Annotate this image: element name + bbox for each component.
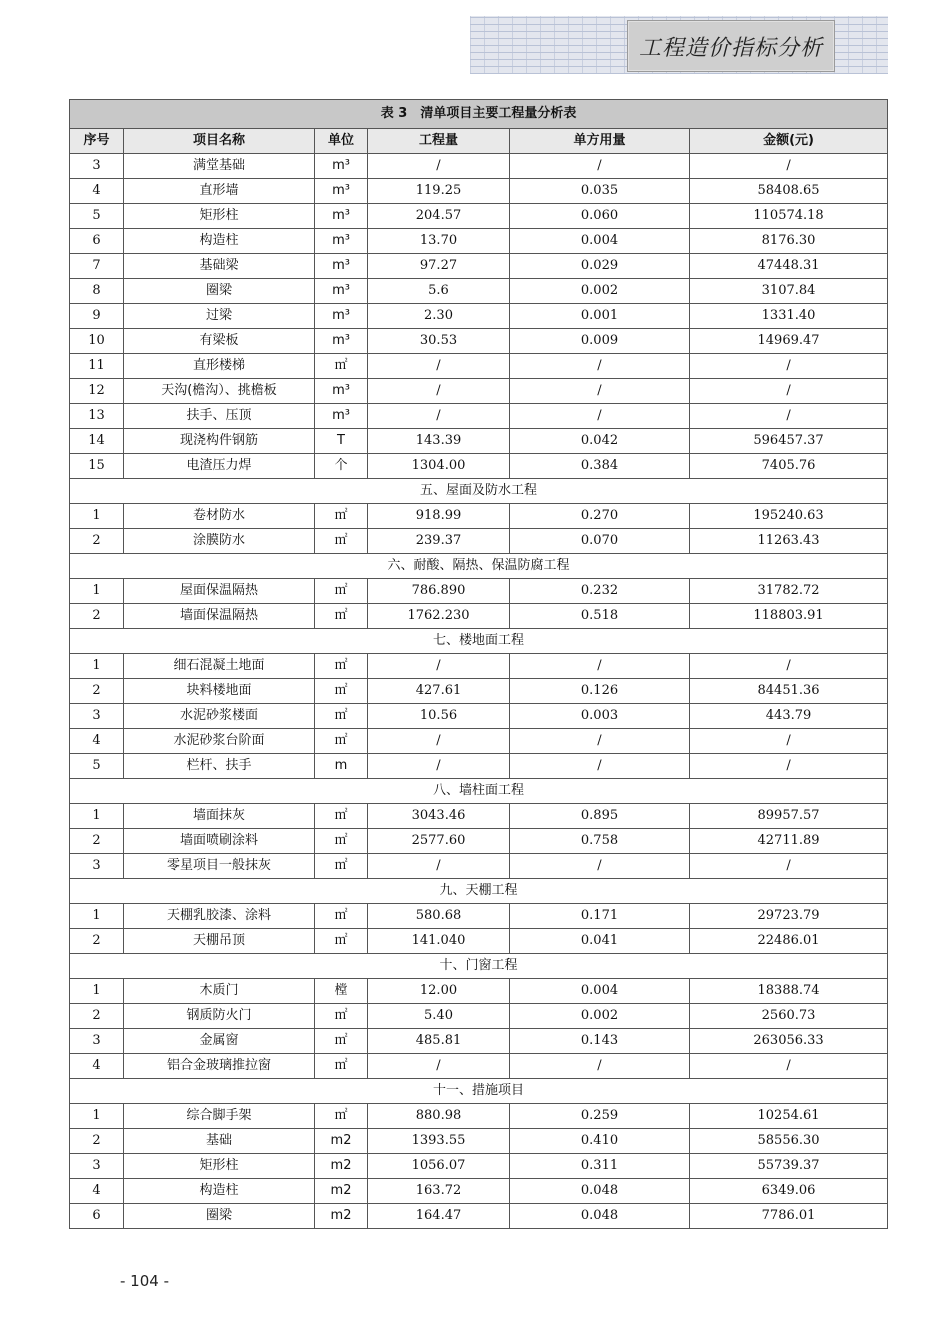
cell-name: 构造柱 — [124, 229, 315, 254]
cell-amount: / — [690, 754, 888, 779]
cell-no: 11 — [70, 354, 124, 379]
cell-amount: 6349.06 — [690, 1179, 888, 1204]
cell-amount: 110574.18 — [690, 204, 888, 229]
cell-unit-usage: / — [510, 404, 690, 429]
table-row — [70, 679, 888, 704]
table-row — [70, 929, 888, 954]
section-header-row — [70, 1079, 888, 1104]
cell-unit-usage: 0.048 — [510, 1179, 690, 1204]
table-row — [70, 654, 888, 679]
section-header-row — [70, 479, 888, 504]
cell-unit: m³ — [315, 204, 368, 229]
cell-unit-usage: / — [510, 154, 690, 179]
table-row — [70, 454, 888, 479]
cell-unit: ㎡ — [315, 679, 368, 704]
cell-quantity: / — [368, 1054, 510, 1079]
cell-no: 2 — [70, 929, 124, 954]
cell-unit: m³ — [315, 304, 368, 329]
cell-unit-usage: / — [510, 354, 690, 379]
cell-quantity: / — [368, 729, 510, 754]
cell-no: 3 — [70, 704, 124, 729]
table-row — [70, 1029, 888, 1054]
cell-unit: ㎡ — [315, 1104, 368, 1129]
cell-name: 过梁 — [124, 304, 315, 329]
cell-name: 圈梁 — [124, 279, 315, 304]
cell-unit: m³ — [315, 229, 368, 254]
cell-no: 12 — [70, 379, 124, 404]
cell-unit: ㎡ — [315, 1004, 368, 1029]
cell-no: 1 — [70, 904, 124, 929]
cell-quantity: 2.30 — [368, 304, 510, 329]
cell-amount: 18388.74 — [690, 979, 888, 1004]
cell-amount: / — [690, 654, 888, 679]
cell-unit-usage: 0.041 — [510, 929, 690, 954]
cell-unit: ㎡ — [315, 1054, 368, 1079]
cell-amount: 42711.89 — [690, 829, 888, 854]
cell-quantity: / — [368, 154, 510, 179]
cell-amount: / — [690, 379, 888, 404]
cell-unit-usage: 0.003 — [510, 704, 690, 729]
cell-unit-usage: / — [510, 379, 690, 404]
cell-name: 水泥砂浆台阶面 — [124, 729, 315, 754]
table-row — [70, 804, 888, 829]
table-row — [70, 429, 888, 454]
cell-unit-usage: 0.002 — [510, 279, 690, 304]
cell-quantity: 880.98 — [368, 1104, 510, 1129]
cell-amount: 7786.01 — [690, 1204, 888, 1229]
cell-amount: 22486.01 — [690, 929, 888, 954]
section-title: 八、墙柱面工程 — [70, 779, 888, 804]
cell-name: 钢质防火门 — [124, 1004, 315, 1029]
table-row — [70, 354, 888, 379]
table-row — [70, 404, 888, 429]
section-header-row — [70, 554, 888, 579]
cell-amount: 118803.91 — [690, 604, 888, 629]
cell-name: 涂膜防水 — [124, 529, 315, 554]
cell-quantity: 13.70 — [368, 229, 510, 254]
cell-quantity: / — [368, 379, 510, 404]
cell-amount: 596457.37 — [690, 429, 888, 454]
cell-no: 6 — [70, 1204, 124, 1229]
cell-no: 1 — [70, 654, 124, 679]
column-header-name: 项目名称 — [124, 129, 315, 154]
column-header-amount: 金额(元) — [690, 129, 888, 154]
cell-unit-usage: 0.758 — [510, 829, 690, 854]
cell-unit-usage: / — [510, 754, 690, 779]
cell-name: 构造柱 — [124, 1179, 315, 1204]
cell-amount: 29723.79 — [690, 904, 888, 929]
column-header-unit: 单位 — [315, 129, 368, 154]
cell-no: 5 — [70, 754, 124, 779]
cell-no: 4 — [70, 1179, 124, 1204]
table-row — [70, 379, 888, 404]
cell-unit-usage: 0.042 — [510, 429, 690, 454]
cell-unit: ㎡ — [315, 804, 368, 829]
cell-name: 基础梁 — [124, 254, 315, 279]
cell-name: 基础 — [124, 1129, 315, 1154]
cell-name: 栏杆、扶手 — [124, 754, 315, 779]
cell-no: 3 — [70, 854, 124, 879]
page-number: - 104 - — [120, 1272, 169, 1290]
cell-unit-usage: 0.410 — [510, 1129, 690, 1154]
cell-quantity: / — [368, 854, 510, 879]
section-header-row — [70, 629, 888, 654]
table-row — [70, 229, 888, 254]
cell-amount: 443.79 — [690, 704, 888, 729]
cell-quantity: 10.56 — [368, 704, 510, 729]
cell-name: 矩形柱 — [124, 1154, 315, 1179]
cell-unit-usage: 0.143 — [510, 1029, 690, 1054]
cell-unit-usage: 0.259 — [510, 1104, 690, 1129]
section-header-row — [70, 779, 888, 804]
section-title: 十、门窗工程 — [70, 954, 888, 979]
cell-unit-usage: 0.384 — [510, 454, 690, 479]
cell-name: 天棚乳胶漆、涂料 — [124, 904, 315, 929]
quantity-analysis-table — [69, 99, 888, 1229]
cell-no: 4 — [70, 729, 124, 754]
cell-quantity: / — [368, 404, 510, 429]
cell-unit-usage: 0.311 — [510, 1154, 690, 1179]
table-row — [70, 529, 888, 554]
cell-name: 屋面保温隔热 — [124, 579, 315, 604]
cell-unit: m³ — [315, 254, 368, 279]
table-row — [70, 1204, 888, 1229]
cell-name: 水泥砂浆楼面 — [124, 704, 315, 729]
cell-unit-usage: 0.001 — [510, 304, 690, 329]
cell-unit: m2 — [315, 1154, 368, 1179]
table-row — [70, 829, 888, 854]
table-row — [70, 154, 888, 179]
cell-unit: m³ — [315, 154, 368, 179]
cell-unit: m2 — [315, 1204, 368, 1229]
cell-unit-usage: 0.009 — [510, 329, 690, 354]
cell-amount: 89957.57 — [690, 804, 888, 829]
cell-no: 1 — [70, 504, 124, 529]
cell-unit: ㎡ — [315, 579, 368, 604]
cell-quantity: 580.68 — [368, 904, 510, 929]
cell-no: 5 — [70, 204, 124, 229]
cell-amount: / — [690, 729, 888, 754]
cell-no: 13 — [70, 404, 124, 429]
cell-unit-usage: / — [510, 854, 690, 879]
cell-unit-usage: / — [510, 1054, 690, 1079]
cell-amount: 58408.65 — [690, 179, 888, 204]
cell-quantity: 239.37 — [368, 529, 510, 554]
cell-quantity: 786.890 — [368, 579, 510, 604]
table-row — [70, 1054, 888, 1079]
cell-amount: 195240.63 — [690, 504, 888, 529]
cell-no: 4 — [70, 1054, 124, 1079]
cell-no: 2 — [70, 829, 124, 854]
cell-amount: / — [690, 854, 888, 879]
cell-unit: ㎡ — [315, 529, 368, 554]
cell-name: 圈梁 — [124, 1204, 315, 1229]
cell-unit-usage: 0.060 — [510, 204, 690, 229]
table-row — [70, 854, 888, 879]
cell-name: 扶手、压顶 — [124, 404, 315, 429]
cell-unit-usage: 0.895 — [510, 804, 690, 829]
cell-unit-usage: / — [510, 729, 690, 754]
cell-no: 4 — [70, 179, 124, 204]
cell-quantity: 427.61 — [368, 679, 510, 704]
cell-unit-usage: 0.126 — [510, 679, 690, 704]
cell-unit: m — [315, 754, 368, 779]
table-row — [70, 904, 888, 929]
section-title: 九、天棚工程 — [70, 879, 888, 904]
cell-quantity: 1056.07 — [368, 1154, 510, 1179]
cell-unit: m2 — [315, 1129, 368, 1154]
cell-no: 10 — [70, 329, 124, 354]
cell-quantity: 119.25 — [368, 179, 510, 204]
cell-no: 7 — [70, 254, 124, 279]
cell-quantity: / — [368, 754, 510, 779]
cell-unit: m³ — [315, 404, 368, 429]
cell-name: 现浇构件钢筋 — [124, 429, 315, 454]
table-row — [70, 754, 888, 779]
cell-name: 有梁板 — [124, 329, 315, 354]
cell-name: 块料楼地面 — [124, 679, 315, 704]
cell-no: 2 — [70, 679, 124, 704]
table-row — [70, 279, 888, 304]
cell-no: 1 — [70, 579, 124, 604]
column-header-unit-usage: 单方用量 — [510, 129, 690, 154]
cell-name: 天棚吊顶 — [124, 929, 315, 954]
cell-quantity: 5.40 — [368, 1004, 510, 1029]
cell-quantity: 5.6 — [368, 279, 510, 304]
cell-quantity: 204.57 — [368, 204, 510, 229]
table-title: 表 3 清单项目主要工程量分析表 — [70, 100, 888, 129]
table-title-row — [70, 100, 888, 129]
cell-unit: ㎡ — [315, 1029, 368, 1054]
table-row — [70, 504, 888, 529]
cell-amount: / — [690, 354, 888, 379]
cell-name: 细石混凝土地面 — [124, 654, 315, 679]
table-header-row — [70, 129, 888, 154]
cell-no: 3 — [70, 154, 124, 179]
cell-name: 木质门 — [124, 979, 315, 1004]
column-header-quantity: 工程量 — [368, 129, 510, 154]
cell-quantity: 30.53 — [368, 329, 510, 354]
cell-unit: ㎡ — [315, 604, 368, 629]
cell-name: 墙面抹灰 — [124, 804, 315, 829]
cell-no: 1 — [70, 804, 124, 829]
cell-name: 天沟(檐沟）、挑檐板 — [124, 379, 315, 404]
cell-unit: m³ — [315, 329, 368, 354]
cell-no: 9 — [70, 304, 124, 329]
cell-unit-usage: 0.004 — [510, 229, 690, 254]
cell-unit: ㎡ — [315, 904, 368, 929]
cell-unit-usage: 0.232 — [510, 579, 690, 604]
cell-name: 满堂基础 — [124, 154, 315, 179]
cell-unit: ㎡ — [315, 829, 368, 854]
cell-name: 零星项目一般抹灰 — [124, 854, 315, 879]
cell-quantity: 918.99 — [368, 504, 510, 529]
table-row — [70, 1179, 888, 1204]
cell-amount: 7405.76 — [690, 454, 888, 479]
cell-amount: 84451.36 — [690, 679, 888, 704]
cell-unit: ㎡ — [315, 504, 368, 529]
cell-unit: ㎡ — [315, 354, 368, 379]
cell-name: 直形楼梯 — [124, 354, 315, 379]
cell-amount: 31782.72 — [690, 579, 888, 604]
cell-quantity: 12.00 — [368, 979, 510, 1004]
cell-unit-usage: 0.029 — [510, 254, 690, 279]
cell-amount: 8176.30 — [690, 229, 888, 254]
cell-name: 铝合金玻璃推拉窗 — [124, 1054, 315, 1079]
cell-unit-usage: 0.518 — [510, 604, 690, 629]
cell-unit-usage: 0.004 — [510, 979, 690, 1004]
table-row — [70, 704, 888, 729]
cell-amount: 47448.31 — [690, 254, 888, 279]
cell-name: 墙面保温隔热 — [124, 604, 315, 629]
cell-amount: / — [690, 404, 888, 429]
header-title: 工程造价指标分析 — [627, 20, 835, 72]
table-row — [70, 729, 888, 754]
section-header-row — [70, 879, 888, 904]
cell-amount: 1331.40 — [690, 304, 888, 329]
cell-unit: m2 — [315, 1179, 368, 1204]
cell-name: 金属窗 — [124, 1029, 315, 1054]
cell-amount: / — [690, 154, 888, 179]
cell-no: 2 — [70, 1004, 124, 1029]
cell-unit: ㎡ — [315, 654, 368, 679]
table-row — [70, 579, 888, 604]
table-row — [70, 604, 888, 629]
cell-unit-usage: 0.070 — [510, 529, 690, 554]
table-row — [70, 304, 888, 329]
cell-no: 6 — [70, 229, 124, 254]
cell-quantity: 1304.00 — [368, 454, 510, 479]
cell-unit-usage: 0.002 — [510, 1004, 690, 1029]
table-row — [70, 979, 888, 1004]
cell-amount: 14969.47 — [690, 329, 888, 354]
cell-no: 2 — [70, 1129, 124, 1154]
section-title: 七、楼地面工程 — [70, 629, 888, 654]
section-title: 十一、措施项目 — [70, 1079, 888, 1104]
cell-unit: m³ — [315, 179, 368, 204]
cell-unit: ㎡ — [315, 704, 368, 729]
cell-no: 3 — [70, 1154, 124, 1179]
cell-no: 2 — [70, 529, 124, 554]
cell-unit: ㎡ — [315, 854, 368, 879]
cell-quantity: / — [368, 354, 510, 379]
cell-amount: 10254.61 — [690, 1104, 888, 1129]
table-row — [70, 179, 888, 204]
cell-name: 直形墙 — [124, 179, 315, 204]
cell-quantity: / — [368, 654, 510, 679]
cell-no: 3 — [70, 1029, 124, 1054]
cell-amount: 263056.33 — [690, 1029, 888, 1054]
section-title: 六、耐酸、隔热、保温防腐工程 — [70, 554, 888, 579]
cell-quantity: 1762.230 — [368, 604, 510, 629]
cell-quantity: 141.040 — [368, 929, 510, 954]
cell-name: 电渣压力焊 — [124, 454, 315, 479]
cell-unit-usage: 0.171 — [510, 904, 690, 929]
table-row — [70, 1104, 888, 1129]
section-header-row — [70, 954, 888, 979]
cell-quantity: 2577.60 — [368, 829, 510, 854]
cell-unit: ㎡ — [315, 729, 368, 754]
cell-no: 15 — [70, 454, 124, 479]
cell-amount: / — [690, 1054, 888, 1079]
cell-unit: m³ — [315, 279, 368, 304]
cell-unit-usage: 0.270 — [510, 504, 690, 529]
table-row — [70, 1154, 888, 1179]
cell-unit: 樘 — [315, 979, 368, 1004]
cell-quantity: 164.47 — [368, 1204, 510, 1229]
cell-amount: 11263.43 — [690, 529, 888, 554]
cell-no: 1 — [70, 1104, 124, 1129]
table-row — [70, 1004, 888, 1029]
cell-no: 14 — [70, 429, 124, 454]
cell-quantity: 3043.46 — [368, 804, 510, 829]
cell-amount: 58556.30 — [690, 1129, 888, 1154]
cell-amount: 2560.73 — [690, 1004, 888, 1029]
cell-unit: T — [315, 429, 368, 454]
cell-unit-usage: / — [510, 654, 690, 679]
cell-name: 综合脚手架 — [124, 1104, 315, 1129]
cell-quantity: 1393.55 — [368, 1129, 510, 1154]
cell-quantity: 163.72 — [368, 1179, 510, 1204]
cell-quantity: 485.81 — [368, 1029, 510, 1054]
table-row — [70, 254, 888, 279]
cell-name: 矩形柱 — [124, 204, 315, 229]
cell-name: 墙面喷刷涂料 — [124, 829, 315, 854]
cell-no: 8 — [70, 279, 124, 304]
cell-unit: m³ — [315, 379, 368, 404]
cell-amount: 3107.84 — [690, 279, 888, 304]
table-row — [70, 1129, 888, 1154]
cell-unit: 个 — [315, 454, 368, 479]
cell-quantity: 143.39 — [368, 429, 510, 454]
section-title: 五、屋面及防水工程 — [70, 479, 888, 504]
cell-unit-usage: 0.035 — [510, 179, 690, 204]
table-row — [70, 204, 888, 229]
cell-no: 1 — [70, 979, 124, 1004]
cell-name: 卷材防水 — [124, 504, 315, 529]
cell-unit: ㎡ — [315, 929, 368, 954]
cell-unit-usage: 0.048 — [510, 1204, 690, 1229]
table-row — [70, 329, 888, 354]
cell-quantity: 97.27 — [368, 254, 510, 279]
column-header-no: 序号 — [70, 129, 124, 154]
cell-amount: 55739.37 — [690, 1154, 888, 1179]
cell-no: 2 — [70, 604, 124, 629]
